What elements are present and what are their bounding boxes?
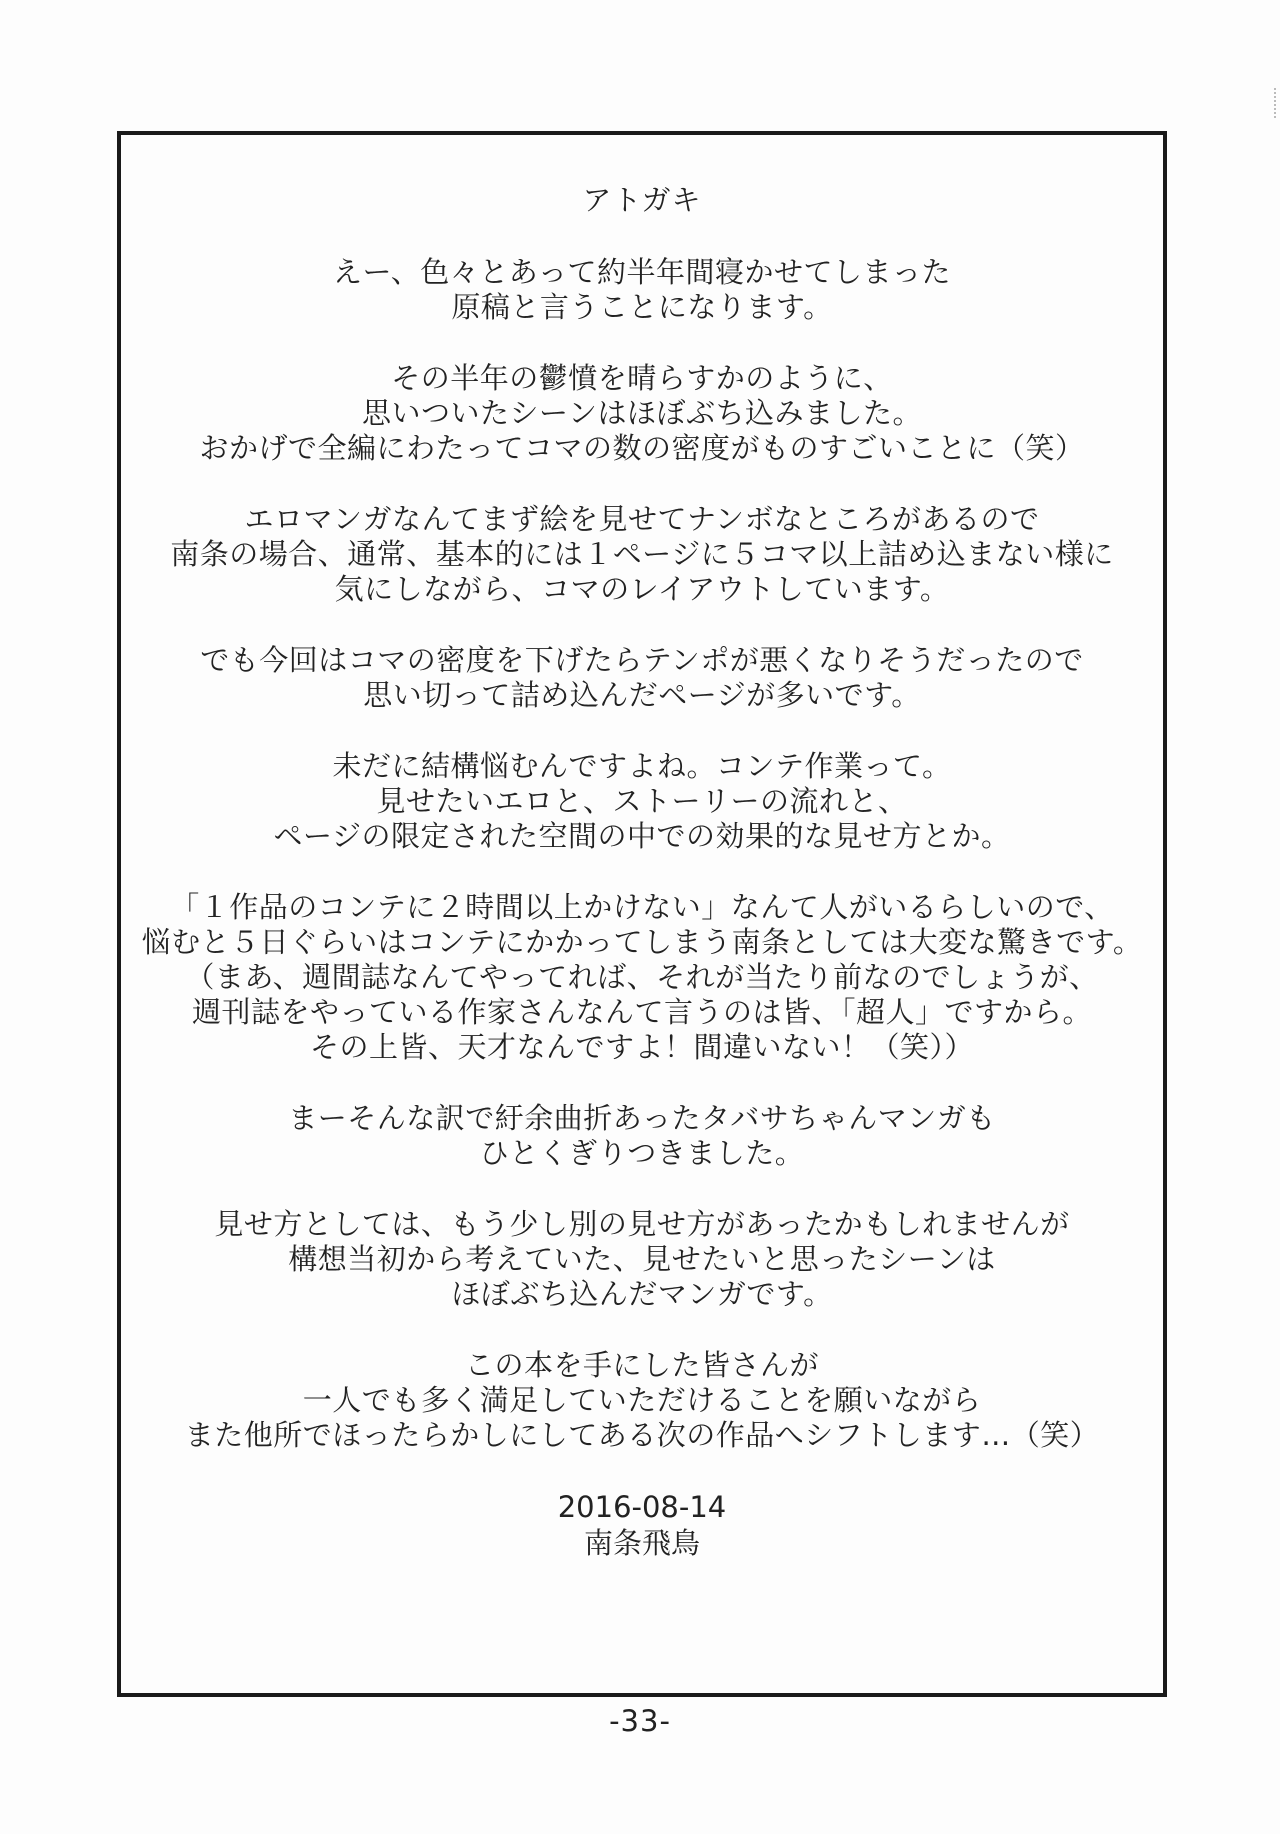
text-line: 「１作品のコンテに２時間以上かけない」なんて人がいるらしいので、 — [170, 890, 1114, 924]
text-line: この本を手にした皆さんが — [464, 1348, 819, 1382]
afterword-title: アトガキ — [582, 183, 702, 217]
afterword-content — [121, 181, 1163, 1561]
text-line: 一人でも多く満足していただけることを願いながら — [302, 1383, 982, 1417]
text-line: 気にしながら、コマのレイアウトしています。 — [334, 572, 950, 606]
text-line: エロマンガなんてまず絵を見せてナンボなところがあるので — [244, 502, 1040, 536]
text-line: 見せ方としては、もう少し別の見せ方があったかもしれませんが — [214, 1207, 1070, 1241]
signature-date: 2016-08-14 — [557, 1490, 727, 1524]
text-line: 週刊誌をやっている作家さんなんて言うのは皆、「超人」ですから。 — [191, 995, 1092, 1029]
text-line: ページの限定された空間の中での効果的な見せ方とか。 — [273, 819, 1011, 853]
text-line: ひとくぎりつきました。 — [479, 1136, 805, 1170]
scan-edge-mark — [1271, 88, 1276, 118]
text-line: 悩むと５日ぐらいはコンテにかかってしまう南条としては大変な驚きです。 — [141, 925, 1143, 959]
paragraph — [121, 502, 1163, 607]
paragraph — [121, 1348, 1163, 1453]
text-line: （まあ、週間誌なんてやってれば、それが当たり前なのでしょうが、 — [185, 960, 1099, 994]
text-line: おかげで全編にわたってコマの数の密度がものすごいことに（笑） — [199, 431, 1085, 465]
text-line: でも今回はコマの密度を下げたらテンポが悪くなりそうだったので — [200, 643, 1084, 677]
paragraph — [121, 749, 1163, 854]
text-line: 見せたいエロと、ストーリーの流れと、 — [376, 784, 908, 818]
text-line: その上皆、天才なんですよ！間違いない！（笑）） — [309, 1030, 974, 1064]
paragraph — [121, 361, 1163, 466]
afterword-frame — [117, 131, 1167, 1697]
paragraph — [121, 255, 1163, 325]
text-line: えー、色々とあって約半年間寝かせてしまった — [332, 255, 952, 289]
paragraph — [121, 1101, 1163, 1171]
text-line: ほぼぶち込んだマンガです。 — [451, 1277, 833, 1311]
page-number: -33- — [609, 1704, 671, 1738]
text-line: 思いついたシーンはほぼぶち込みました。 — [362, 396, 922, 430]
text-line: 未だに結構悩むんですよね。コンテ作業って。 — [332, 749, 952, 783]
paragraph — [121, 890, 1163, 1065]
paragraph — [121, 1207, 1163, 1312]
text-line: その半年の鬱憤を晴らすかのように、 — [391, 361, 893, 395]
text-line: 南条の場合、通常、基本的には１ページに５コマ以上詰め込まない様に — [170, 537, 1114, 571]
paragraph — [121, 643, 1163, 713]
text-line: まーそんな訳で紆余曲折あったタバサちゃんマンガも — [288, 1101, 996, 1135]
text-line: また他所でほったらかしにしてある次の作品へシフトします…（笑） — [184, 1418, 1100, 1452]
text-line: 思い切って詰め込んだページが多いです。 — [363, 678, 921, 712]
text-line: 原稿と言うことになります。 — [451, 290, 833, 324]
author-name: 南条飛鳥 — [583, 1526, 700, 1560]
text-line: 構想当初から考えていた、見せたいと思ったシーンは — [288, 1242, 996, 1276]
